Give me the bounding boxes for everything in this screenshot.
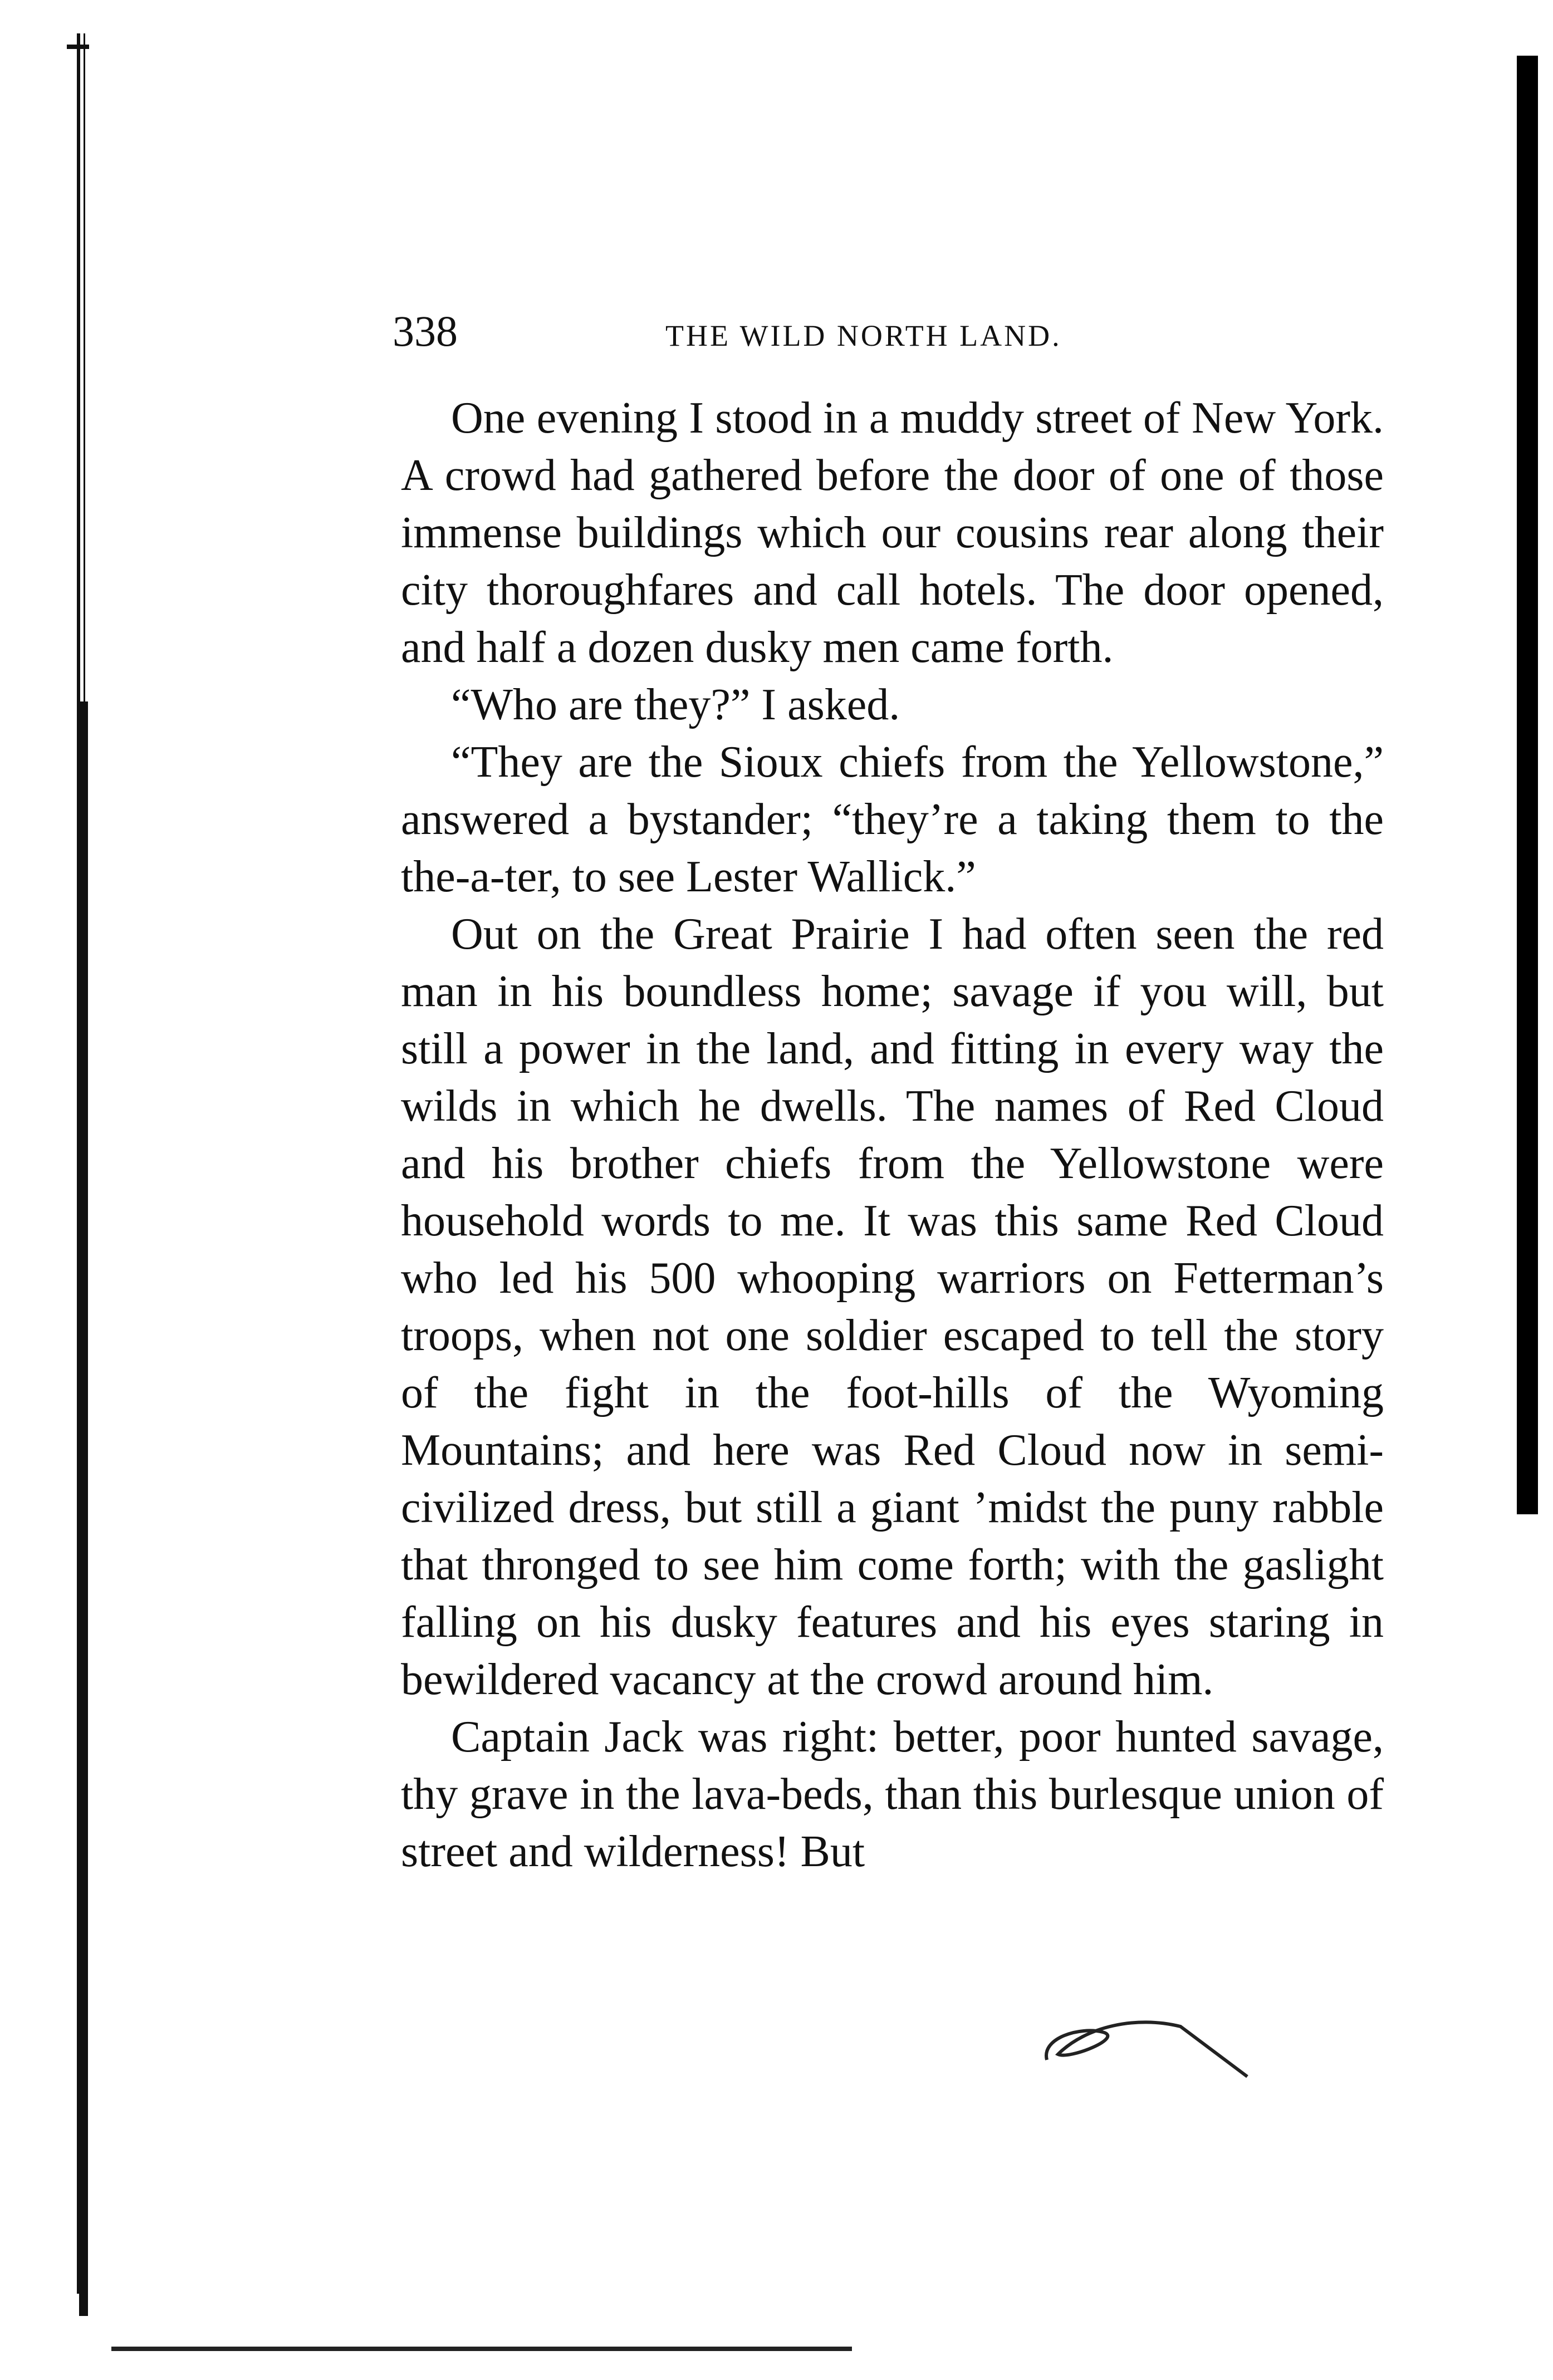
binding-edge [67, 33, 95, 2294]
pencil-scribble [1036, 1993, 1258, 2082]
scan-margin-bar [1517, 56, 1538, 1514]
body-text [401, 390, 1384, 1881]
paragraph: Captain Jack was right: better, poor hunted savage, thy grave in the lava-beds, than this burlesque union of street and wilderness! But [401, 1712, 1384, 1876]
page-number: 338 [393, 307, 458, 355]
paragraph: One evening I stood in a muddy street of New York. A crowd had gathered before the door of one of those immense buildings which our cousins rear along their city thoroughfares and call hotels. The door opened, and half a dozen dusky men came forth. [401, 394, 1384, 672]
bottom-rule [111, 2347, 852, 2351]
running-head [393, 301, 1389, 362]
paragraph: “Who are they?” I asked. [451, 680, 900, 729]
paragraph: Out on the Great Prairie I had often seen the red man in his boundless home; savage if you will, but still a power in the land, and fitting in every way the wilds in which he dwells. The names of Red Cloud and his brother chiefs from the Yellowstone were household words to me. It was this same Red Cloud who led his 500 whooping warriors on Fetterman’s troops, when not one soldier escaped to tell the story of the fight in the foot-hills of the Wyoming Mountains; and here was Red Cloud now in semi-civilized dress, but still a giant ’midst the puny rabble that thronged to see him come forth; with the gaslight falling on his dusky features and his eyes staring in bewildered vacancy at the crowd around him. [401, 910, 1384, 1704]
running-title: THE WILD NORTH LAND. [665, 319, 1062, 352]
paragraph: “They are the Sioux chiefs from the Yellowstone,” answered a bystander; “they’re a taking them to the the-a-ter, to see Lester Wallick.” [401, 738, 1384, 901]
